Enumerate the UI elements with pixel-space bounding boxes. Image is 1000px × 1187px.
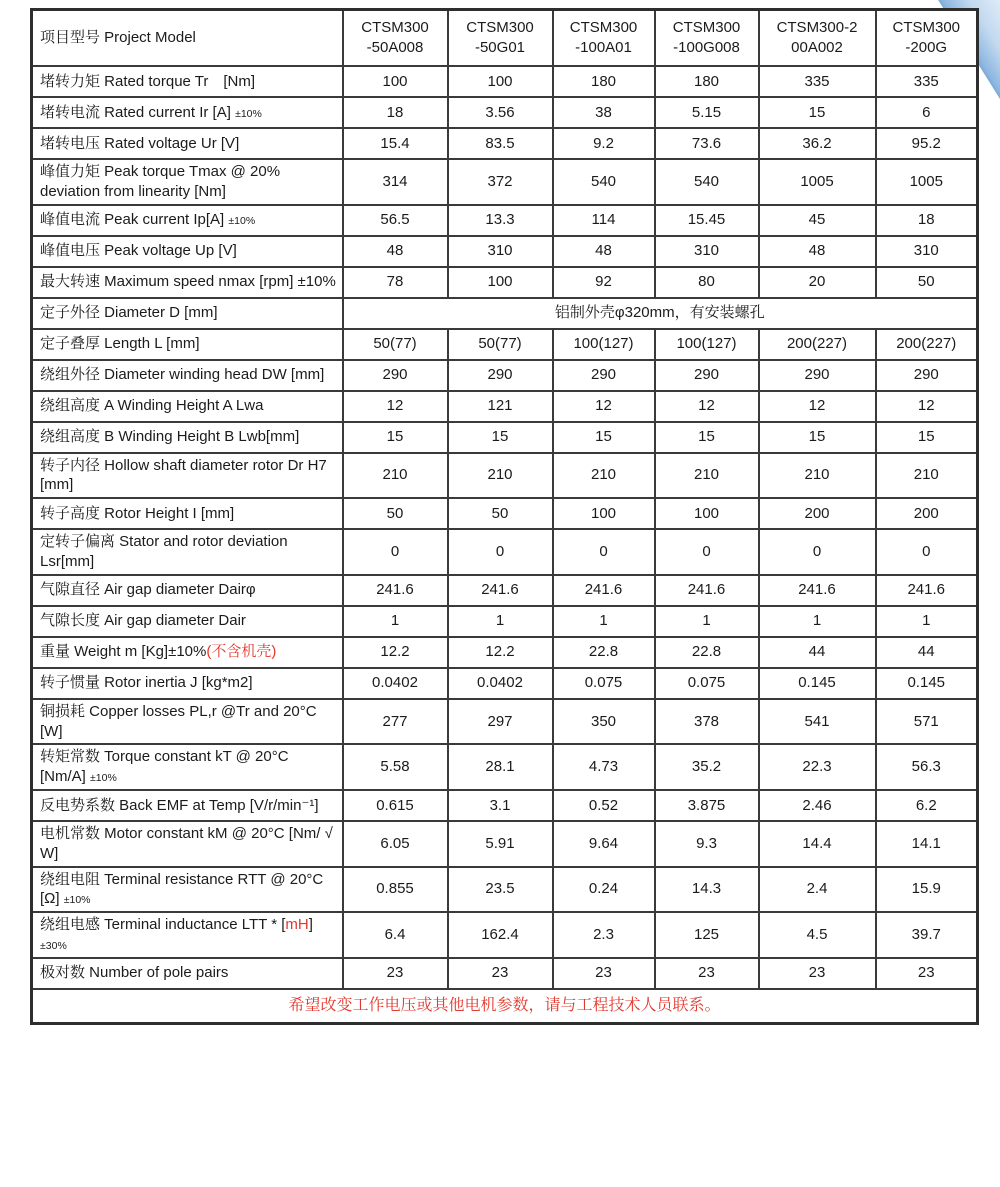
value-cell: 1 (876, 606, 978, 637)
value-cell: 12.2 (448, 637, 553, 668)
row-label-segment: 绕组电阻 Terminal resistance RTT @ 20°C [Ω] (40, 870, 324, 908)
row-label (32, 422, 343, 453)
value-cell: 15 (655, 422, 759, 453)
row-label (32, 66, 343, 97)
value-cell: 310 (448, 236, 553, 267)
row-label-segment: ±10% (235, 107, 262, 120)
row-label (32, 159, 343, 205)
value-cell: 290 (448, 360, 553, 391)
value-cell: 200 (876, 498, 978, 529)
row-label-segment: ] (308, 916, 313, 934)
value-cell: 0.145 (759, 668, 876, 699)
value-cell: 28.1 (448, 744, 553, 790)
value-cell: 22.3 (759, 744, 876, 790)
row-label-segment: 堵转电流 Rated current Ir [A] (40, 103, 236, 121)
row-label-segment: 绕组高度 B Winding Height B Lwb[mm] (40, 428, 300, 446)
table-row (32, 867, 978, 913)
table-row (32, 606, 978, 637)
table-row (32, 637, 978, 668)
value-cell: 6.4 (343, 912, 448, 958)
value-cell: 241.6 (553, 575, 655, 606)
value-cell: 23 (655, 958, 759, 989)
value-cell: 56.3 (876, 744, 978, 790)
value-cell: 56.5 (343, 205, 448, 236)
row-label-segment: ±10% (90, 772, 117, 785)
value-cell: 0.855 (343, 867, 448, 913)
row-label-red-segment: (不含机壳) (206, 643, 277, 661)
value-cell: 4.5 (759, 912, 876, 958)
value-cell: 241.6 (759, 575, 876, 606)
value-cell: 9.2 (553, 128, 655, 159)
value-cell: 310 (876, 236, 978, 267)
value-cell: 20 (759, 267, 876, 298)
row-label-segment: 堵转力矩 Rated torque Tr [Nm] (40, 72, 256, 90)
spanned-value-cell: 铝制外壳φ320mm，有安装螺孔 (343, 298, 978, 329)
value-cell: 45 (759, 205, 876, 236)
table-row (32, 159, 978, 205)
table-row (32, 958, 978, 989)
value-cell: 290 (553, 360, 655, 391)
row-label-segment: 极对数 Number of pole pairs (40, 964, 229, 982)
value-cell: 3.875 (655, 790, 759, 821)
value-cell: 15.9 (876, 867, 978, 913)
row-label (32, 360, 343, 391)
value-cell: 78 (343, 267, 448, 298)
row-label-segment: 重量 Weight m [Kg]±10% (40, 643, 207, 661)
value-cell: 0 (343, 529, 448, 575)
value-cell: 6.2 (876, 790, 978, 821)
value-cell: 95.2 (876, 128, 978, 159)
value-cell: 314 (343, 159, 448, 205)
row-label (32, 699, 343, 745)
value-cell: 0 (876, 529, 978, 575)
table-header-row (32, 10, 978, 67)
value-cell: 180 (553, 66, 655, 97)
project-model-header: 项目型号 Project Model (32, 10, 343, 67)
value-cell: 15 (343, 422, 448, 453)
value-cell: 1 (448, 606, 553, 637)
row-label (32, 912, 343, 958)
model-column-header: CTSM300 -100G008 (655, 10, 759, 67)
value-cell: 1005 (876, 159, 978, 205)
table-row (32, 128, 978, 159)
value-cell: 50 (876, 267, 978, 298)
value-cell: 6.05 (343, 821, 448, 867)
row-label-segment: 绕组高度 A Winding Height A Lwa (40, 397, 264, 415)
value-cell: 15 (759, 97, 876, 128)
row-label (32, 668, 343, 699)
value-cell: 241.6 (876, 575, 978, 606)
table-row (32, 912, 978, 958)
row-label-segment: 峰值电压 Peak voltage Up [V] (40, 242, 237, 260)
value-cell: 12 (553, 391, 655, 422)
row-label (32, 821, 343, 867)
table-row (32, 453, 978, 499)
value-cell: 210 (553, 453, 655, 499)
row-label-segment: 最大转速 Maximum speed nmax [rpm] ±10% (40, 273, 336, 291)
value-cell: 100 (553, 498, 655, 529)
value-cell: 5.58 (343, 744, 448, 790)
value-cell: 0.075 (553, 668, 655, 699)
row-label (32, 128, 343, 159)
value-cell: 3.1 (448, 790, 553, 821)
table-row (32, 821, 978, 867)
value-cell: 372 (448, 159, 553, 205)
value-cell: 12 (876, 391, 978, 422)
value-cell: 0.075 (655, 668, 759, 699)
model-column-header: CTSM300 -50A008 (343, 10, 448, 67)
value-cell: 241.6 (655, 575, 759, 606)
value-cell: 114 (553, 205, 655, 236)
value-cell: 210 (343, 453, 448, 499)
value-cell: 9.3 (655, 821, 759, 867)
value-cell: 541 (759, 699, 876, 745)
value-cell: 378 (655, 699, 759, 745)
value-cell: 3.56 (448, 97, 553, 128)
value-cell: 0 (553, 529, 655, 575)
row-label (32, 606, 343, 637)
value-cell: 5.15 (655, 97, 759, 128)
value-cell: 12 (759, 391, 876, 422)
row-label-segment: 峰值力矩 Peak torque Tmax @ 20% deviation from linearity [Nm] (40, 163, 281, 200)
value-cell: 1 (553, 606, 655, 637)
row-label (32, 391, 343, 422)
row-label-segment: 气隙长度 Air gap diameter Dair (40, 612, 246, 630)
value-cell: 121 (448, 391, 553, 422)
row-label-segment: 铜损耗 Copper losses PL,r @Tr and 20°C [W] (40, 702, 317, 740)
row-label-segment: 堵转电压 Rated voltage Ur [V] (40, 134, 240, 152)
row-label-segment: 转矩常数 Torque constant kT @ 20°C [Nm/A] (40, 748, 289, 786)
value-cell: 1 (655, 606, 759, 637)
value-cell: 18 (343, 97, 448, 128)
value-cell: 210 (448, 453, 553, 499)
row-label (32, 958, 343, 989)
row-label-segment: 转子高度 Rotor Height I [mm] (40, 504, 235, 522)
table-row (32, 360, 978, 391)
row-label-segment: 转子内径 Hollow shaft diameter rotor Dr H7 [mm] (40, 456, 327, 494)
row-label-segment: 定转子偏离 Stator and rotor deviation Lsr[mm] (40, 533, 288, 570)
row-label-segment: ±30% (40, 939, 67, 952)
model-column-header: CTSM300 -200G (876, 10, 978, 67)
row-label (32, 97, 343, 128)
value-cell: 12.2 (343, 637, 448, 668)
value-cell: 200(227) (759, 329, 876, 360)
value-cell: 1 (343, 606, 448, 637)
table-row (32, 668, 978, 699)
row-label-segment: 反电势系数 Back EMF at Temp [V/r/min⁻¹] (40, 796, 319, 814)
value-cell: 44 (876, 637, 978, 668)
value-cell: 14.1 (876, 821, 978, 867)
value-cell: 180 (655, 66, 759, 97)
row-label (32, 790, 343, 821)
table-row (32, 329, 978, 360)
table-row (32, 575, 978, 606)
table-row (32, 744, 978, 790)
value-cell: 335 (759, 66, 876, 97)
row-label-segment: 定子外径 Diameter D [mm] (40, 304, 218, 322)
value-cell: 92 (553, 267, 655, 298)
table-row (32, 422, 978, 453)
value-cell: 0 (655, 529, 759, 575)
value-cell: 39.7 (876, 912, 978, 958)
value-cell: 73.6 (655, 128, 759, 159)
row-label (32, 498, 343, 529)
value-cell: 241.6 (448, 575, 553, 606)
row-label-red-segment: mH (285, 916, 309, 934)
table-row (32, 66, 978, 97)
model-column-header: CTSM300-2 00A002 (759, 10, 876, 67)
value-cell: 200(227) (876, 329, 978, 360)
row-label (32, 453, 343, 499)
value-cell: 540 (553, 159, 655, 205)
value-cell: 80 (655, 267, 759, 298)
value-cell: 0.145 (876, 668, 978, 699)
model-column-header: CTSM300 -100A01 (553, 10, 655, 67)
value-cell: 100(127) (655, 329, 759, 360)
row-label (32, 329, 343, 360)
value-cell: 50(77) (343, 329, 448, 360)
value-cell: 23 (448, 958, 553, 989)
value-cell: 162.4 (448, 912, 553, 958)
value-cell: 100 (448, 267, 553, 298)
value-cell: 15 (448, 422, 553, 453)
value-cell: 290 (759, 360, 876, 391)
value-cell: 0.0402 (448, 668, 553, 699)
row-label (32, 298, 343, 329)
row-label-segment: 绕组外径 Diameter winding head DW [mm] (40, 366, 325, 384)
value-cell: 290 (655, 360, 759, 391)
value-cell: 241.6 (343, 575, 448, 606)
value-cell: 0.52 (553, 790, 655, 821)
value-cell: 5.91 (448, 821, 553, 867)
value-cell: 210 (876, 453, 978, 499)
row-label-segment: ±10% (63, 894, 91, 907)
row-label (32, 529, 343, 575)
value-cell: 210 (759, 453, 876, 499)
table-row (32, 498, 978, 529)
value-cell: 310 (655, 236, 759, 267)
value-cell: 18 (876, 205, 978, 236)
value-cell: 44 (759, 637, 876, 668)
row-label-segment: 电机常数 Motor constant kM @ 20°C [Nm/ √ W] (40, 824, 333, 862)
table-row (32, 529, 978, 575)
value-cell: 38 (553, 97, 655, 128)
table-row (32, 790, 978, 821)
value-cell: 335 (876, 66, 978, 97)
row-label (32, 205, 343, 236)
value-cell: 2.4 (759, 867, 876, 913)
value-cell: 2.46 (759, 790, 876, 821)
table-row (32, 205, 978, 236)
row-label (32, 637, 343, 668)
value-cell: 6 (876, 97, 978, 128)
value-cell: 22.8 (655, 637, 759, 668)
row-label (32, 744, 343, 790)
value-cell: 297 (448, 699, 553, 745)
value-cell: 0.0402 (343, 668, 448, 699)
value-cell: 210 (655, 453, 759, 499)
row-label-segment: 定子叠厚 Length L [mm] (40, 335, 200, 353)
value-cell: 83.5 (448, 128, 553, 159)
value-cell: 100(127) (553, 329, 655, 360)
value-cell: 350 (553, 699, 655, 745)
value-cell: 125 (655, 912, 759, 958)
motor-spec-table (30, 8, 979, 1025)
value-cell: 36.2 (759, 128, 876, 159)
value-cell: 0 (759, 529, 876, 575)
value-cell: 290 (876, 360, 978, 391)
table-row (32, 699, 978, 745)
value-cell: 100 (448, 66, 553, 97)
value-cell: 13.3 (448, 205, 553, 236)
value-cell: 15.45 (655, 205, 759, 236)
value-cell: 12 (655, 391, 759, 422)
value-cell: 12 (343, 391, 448, 422)
value-cell: 15 (759, 422, 876, 453)
value-cell: 571 (876, 699, 978, 745)
table-row (32, 267, 978, 298)
value-cell: 290 (343, 360, 448, 391)
value-cell: 1 (759, 606, 876, 637)
value-cell: 22.8 (553, 637, 655, 668)
value-cell: 4.73 (553, 744, 655, 790)
value-cell: 2.3 (553, 912, 655, 958)
row-label (32, 267, 343, 298)
table-row (32, 298, 978, 329)
value-cell: 23 (343, 958, 448, 989)
value-cell: 50 (448, 498, 553, 529)
value-cell: 23 (876, 958, 978, 989)
value-cell: 50(77) (448, 329, 553, 360)
footer-note: 希望改变工作电压或其他电机参数，请与工程技术人员联系。 (32, 989, 978, 1024)
table-row (32, 236, 978, 267)
value-cell: 23 (759, 958, 876, 989)
row-label-segment: 转子惯量 Rotor inertia J [kg*m2] (40, 674, 253, 692)
table-row (32, 391, 978, 422)
row-label (32, 575, 343, 606)
value-cell: 15 (876, 422, 978, 453)
value-cell: 35.2 (655, 744, 759, 790)
value-cell: 23 (553, 958, 655, 989)
value-cell: 100 (655, 498, 759, 529)
row-label-segment: 峰值电流 Peak current Ip[A] (40, 211, 229, 229)
value-cell: 0 (448, 529, 553, 575)
row-label-segment: ±10% (228, 215, 256, 228)
value-cell: 15 (553, 422, 655, 453)
value-cell: 14.4 (759, 821, 876, 867)
row-label-segment: 气隙直径 Air gap diameter Dairφ (40, 581, 256, 599)
value-cell: 14.3 (655, 867, 759, 913)
model-column-header: CTSM300 -50G01 (448, 10, 553, 67)
value-cell: 540 (655, 159, 759, 205)
value-cell: 200 (759, 498, 876, 529)
table-row (32, 97, 978, 128)
value-cell: 23.5 (448, 867, 553, 913)
row-label-segment: 绕组电感 Terminal inductance LTT * [ (40, 916, 286, 934)
value-cell: 0.615 (343, 790, 448, 821)
value-cell: 9.64 (553, 821, 655, 867)
value-cell: 50 (343, 498, 448, 529)
value-cell: 15.4 (343, 128, 448, 159)
value-cell: 48 (553, 236, 655, 267)
value-cell: 100 (343, 66, 448, 97)
value-cell: 1005 (759, 159, 876, 205)
value-cell: 48 (343, 236, 448, 267)
value-cell: 277 (343, 699, 448, 745)
value-cell: 48 (759, 236, 876, 267)
row-label (32, 236, 343, 267)
footer-note-row (32, 989, 978, 1024)
value-cell: 0.24 (553, 867, 655, 913)
row-label (32, 867, 343, 913)
